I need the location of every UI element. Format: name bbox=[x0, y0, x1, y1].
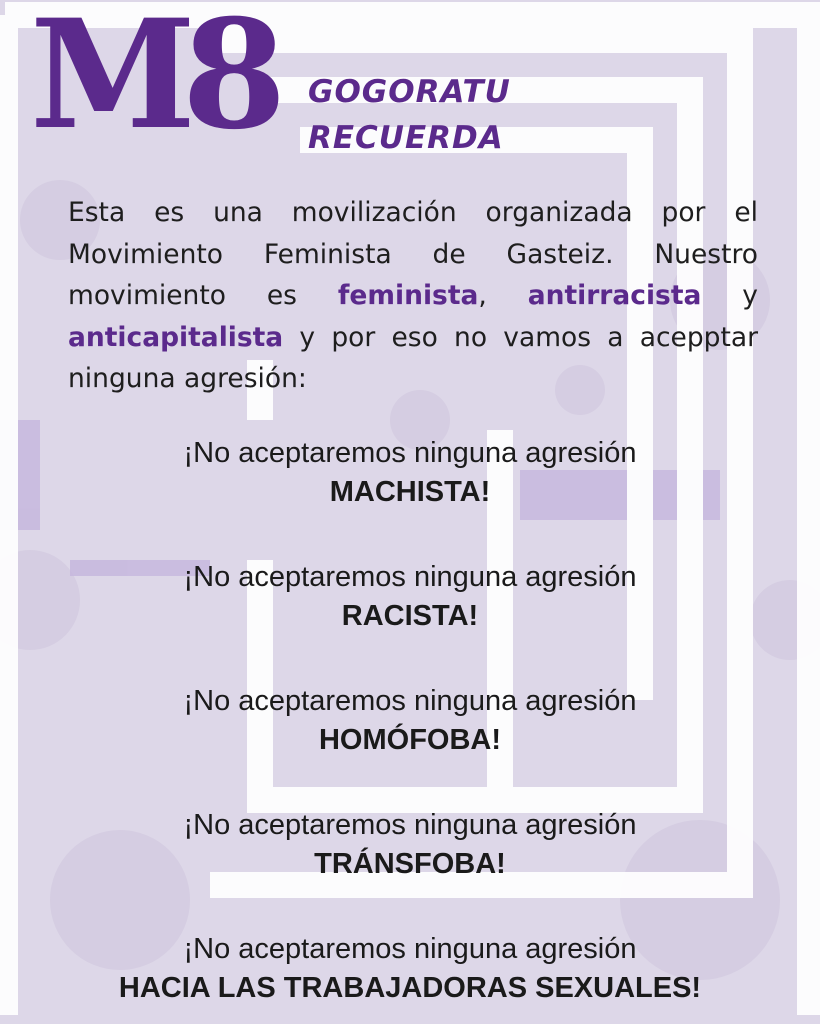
message-emphasis: TRÁNSFOBA! bbox=[314, 848, 506, 880]
keyword-anticapitalista: anticapitalista bbox=[68, 321, 284, 353]
message-lead: ¡No aceptaremos ninguna agresión bbox=[183, 933, 637, 965]
intro-sep-2: y bbox=[701, 280, 758, 311]
message-lead: ¡No aceptaremos ninguna agresión bbox=[183, 809, 637, 841]
intro-text-2: y por eso no vamos a acepptar ninguna agresión: bbox=[68, 321, 758, 394]
message-machista bbox=[0, 434, 820, 512]
message-trabajadoras-sexuales bbox=[0, 930, 820, 1008]
keyword-antirracista: antirracista bbox=[527, 280, 702, 311]
message-lead: ¡No aceptaremos ninguna agresión bbox=[183, 561, 637, 593]
logo-subtitle-gogoratu: GOGORATU bbox=[308, 74, 511, 110]
message-racista bbox=[0, 558, 820, 636]
message-homofoba bbox=[0, 682, 820, 760]
intro-text-1: Esta es una movilización organizada por el Movimiento Feminista de Gasteiz. Nuestro movimiento es bbox=[68, 197, 758, 311]
message-lead: ¡No aceptaremos ninguna agresión bbox=[183, 437, 637, 469]
intro-sep-1: , bbox=[478, 280, 528, 311]
message-emphasis: MACHISTA! bbox=[329, 476, 491, 508]
message-emphasis: RACISTA! bbox=[341, 600, 479, 632]
message-transfoba bbox=[0, 806, 820, 884]
message-emphasis: HACIA LAS TRABAJADORAS SEXUALES! bbox=[118, 972, 702, 1004]
message-lead: ¡No aceptaremos ninguna agresión bbox=[183, 685, 637, 717]
m8-logo: M8 bbox=[30, 0, 273, 163]
message-emphasis: HOMÓFOBA! bbox=[318, 724, 502, 756]
keyword-feminista: feminista bbox=[337, 280, 479, 311]
intro-paragraph bbox=[68, 192, 758, 400]
logo-subtitle-recuerda: RECUERDA bbox=[308, 120, 504, 156]
